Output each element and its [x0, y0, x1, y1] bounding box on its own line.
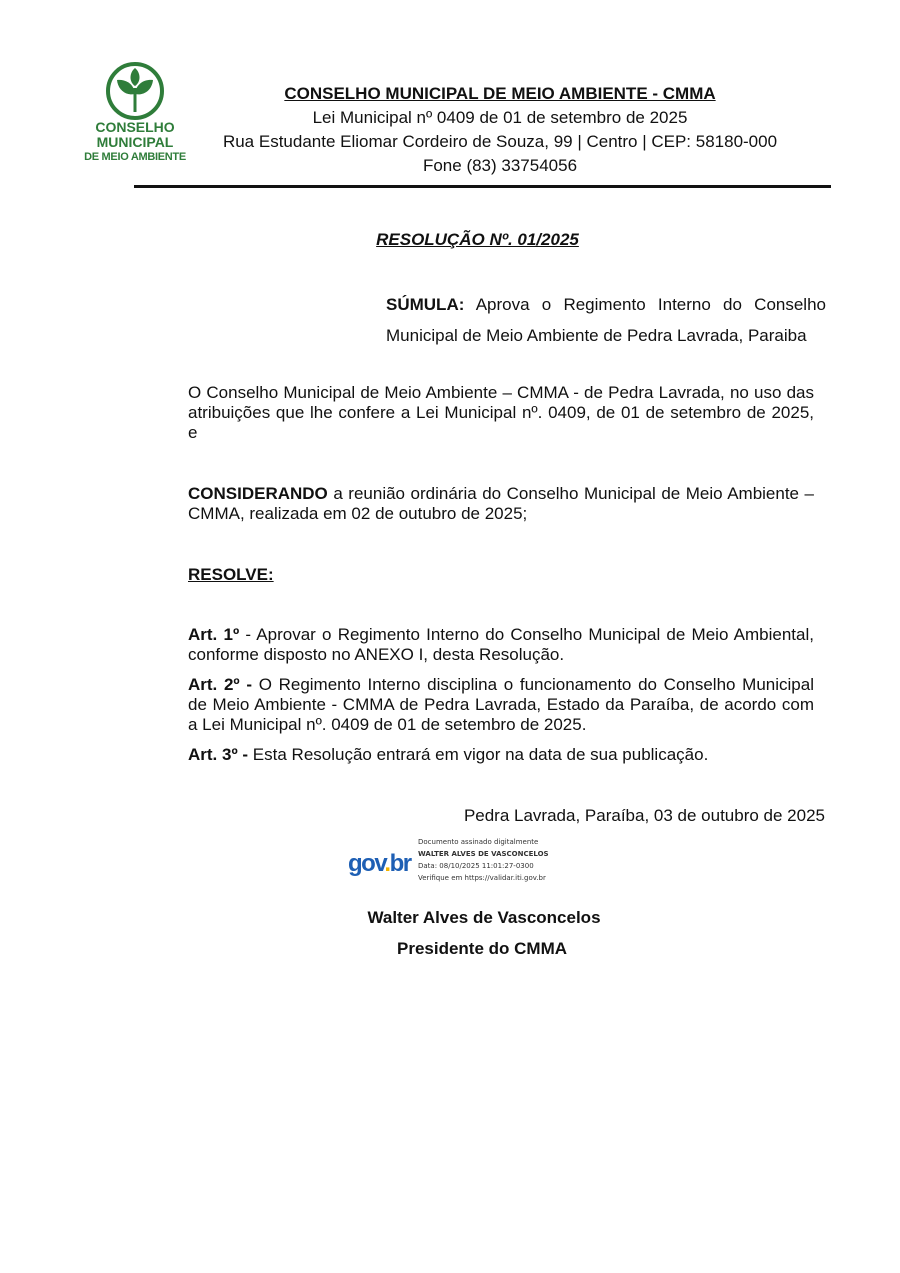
- digital-signature-stamp: [348, 836, 588, 892]
- sumula: [386, 289, 826, 351]
- article-label: Art. 3º -: [188, 745, 249, 764]
- signatory-name: Walter Alves de Vasconcelos: [367, 908, 601, 927]
- article-1: [188, 625, 814, 665]
- address: Rua Estudante Eliomar Cordeiro de Souza, 99 | Centro | CEP: 58180-000: [222, 132, 778, 151]
- sprout-icon: [104, 62, 166, 120]
- considerando-text: a reunião ordinária do Conselho Municipal de Meio Ambiente – CMMA, realizada em 02 de outubro de 2025;: [188, 484, 814, 523]
- logo-line-2: MUNICIPAL: [96, 134, 174, 150]
- law-reference: Lei Municipal nº 0409 de 01 de setembro de 2025: [312, 108, 688, 127]
- article-text: Esta Resolução entrará em vigor na data de sua publicação.: [252, 745, 709, 764]
- resolve-heading: RESOLVE:: [188, 565, 274, 584]
- org-name: CONSELHO MUNICIPAL DE MEIO AMBIENTE - CMMA: [284, 84, 716, 103]
- article-text: O Regimento Interno disciplina o funcionamento do Conselho Municipal de Meio Ambiente - CMMA de Pedra Lavrada, Estado da Paraíba, de acordo com a Lei Municipal nº. 0409 de 01 de setembro de 2025.: [188, 675, 814, 734]
- sumula-label: SÚMULA:: [386, 295, 465, 314]
- article-3: [188, 745, 814, 765]
- resolution-title: RESOLUÇÃO Nº. 01/2025: [376, 230, 579, 249]
- intro-paragraph: O Conselho Municipal de Meio Ambiente – CMMA - de Pedra Lavrada, no uso das atribuições que lhe confere a Lei Municipal nº. 0409, de 01 de setembro de 2025, e: [188, 383, 814, 442]
- place-date: Pedra Lavrada, Paraíba, 03 de outubro de 2025: [463, 806, 825, 825]
- govbr-logo: gov.br: [348, 850, 411, 877]
- article-label: Art. 2º -: [188, 675, 252, 694]
- article-text: - Aprovar o Regimento Interno do Conselho Municipal de Meio Ambiental, conforme disposto no ANEXO I, desta Resolução.: [188, 625, 814, 664]
- signature-details: [418, 836, 549, 884]
- article-2: [188, 675, 814, 735]
- header-divider: [134, 185, 831, 188]
- phone: Fone (83) 33754056: [422, 156, 578, 175]
- logo-line-1: CONSELHO: [95, 119, 175, 135]
- sumula-text: Aprova o Regimento Interno do Conselho Municipal de Meio Ambiente de Pedra Lavrada, Paraiba: [386, 295, 826, 345]
- signature-date: Data: 08/10/2025 11:01:27-0300: [418, 862, 534, 870]
- considerando-label: CONSIDERANDO: [188, 484, 328, 503]
- signature-caption: Documento assinado digitalmente: [418, 838, 539, 846]
- verify-link[interactable]: Verifique em https://validar.iti.gov.br: [418, 874, 546, 882]
- letterhead: [170, 82, 830, 178]
- article-label: Art. 1º: [188, 625, 240, 644]
- considerando-paragraph: [188, 484, 814, 524]
- logo-line-3: DE MEIO AMBIENTE: [84, 151, 186, 163]
- signatory-role: Presidente do CMMA: [396, 939, 568, 958]
- signer-name: WALTER ALVES DE VASCONCELOS: [418, 850, 549, 858]
